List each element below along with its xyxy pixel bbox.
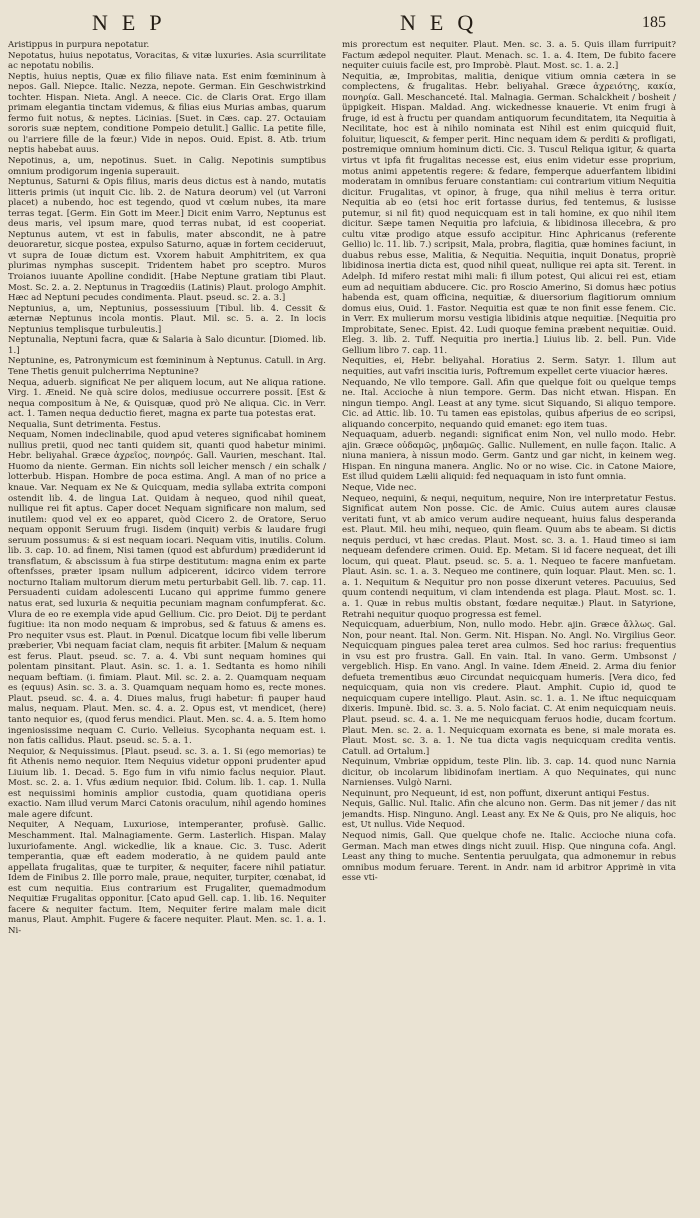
entry: Neptis, huius neptis, Quæ ex filio filiave nata. Est enim fœmininum à nepos. Gall. Niepce. Italic. Nezza, nepote. German. Ein Geschwistrkind tochter. Hispan. Nieta. Angl. A neece. Cic. de Claris Orat. Ergo illam primam elegantia tinctam videmus, & filias eius Murias ambas, quarum fermo fuit notus, & neptes. Licinias. [Suet. in Cæs. cap. 27. Octauiam sororis suæ neptem, conditione Pompeio detulit.] Gallic. La petite fille, ou l'arriere fille de la fœur.) Vide in nepos. Ouid. Epist. 8. Atb. trium neptis habebat auus. [8,71,326,156]
entry: Nequeo, nequini, & nequi, nequitum, nequire, Non ire interpretatur Festus. Significat autem Non posse. Cic. de Amic. Cuius autem aures clausæ veritati funt, vt ab amico verum audire nequeant, huius falus desperanda est. Plaut. Mil. heu mihi, nequeo, quin fleam. Quum abs te abeam. Si dictis nequis perduci, vt hæc credas. Plaut. Most. sc. 3. a. 1. Haud timeo si iam nequeam defendere crimen. Ouid. Ep. Metam. Si id facere nequeat, det illi locum, qui queat. Plaut. pseud. sc. 5. a. 1. Nequeo te facere manfuetam. Plaut. Asin. sc. 1. a. 3. Nequeo me continere, quin loquar. Plaut. Men. sc. 1. a. 1. Nequitum & Nequitur pro non posse dixerunt veteres. Pacuuius, Sed quum contendi nequitum, vi clam intendenda est plaga. Plaut. Most. sc. 1. a. 1. Quæ in rebus multis obstant, fœdare nequitæ.) Plaut. in Satyrione, Retrahi nequitur quoquo progressa est femel. [342,493,676,620]
right-running-head: NEQ [400,10,488,35]
entry: Nequinum, Vmbriæ oppidum, teste Plin. lib. 3. cap. 14. quod nunc Narnia dicitur, ob incolarum libidinofam inertiam. A quo Nequinates, qui nunc Narnienses. Vulgò Narni. [342,757,676,789]
entry: Nepotatus, huius nepotatus, Voracitas, & vitæ luxuries. Asia scurrilitate ac nepotatu nobilis. [8,50,326,72]
entry: Nepotinus, a, um, nepotinus. Suet. in Calig. Nepotinis sumptibus omnium prodigorum ingenia superauit. [8,156,326,177]
entry: Neptunalia, Neptuni facra, quæ & Salaria à Salo dicuntur. [Diomed. lib. 1.] [8,335,326,356]
entry: mis prorectum est nequiter. Plaut. Men. sc. 3. a. 5. Quis illam furripuit? Factum ædepol nequiter. Plaut. Menach. sc. 1. a. 4. Item, De fubito facere nequiter cuiuis facile est, pro Improbè. Plaut. Most. sc. 1. a. 2.] [342,40,676,72]
running-header [0,0,700,36]
right-column [342,40,676,1208]
entry: Nequis, Gallic. Nul. Italic. Afin che alcuno non. Germ. Das nit jemer / das nit jemandts. Hisp. Ninguno. Angl. Least any. Ex Ne & Quis, pro Ne aliquis, hoc est, Ut nullus. Vide Nequod. [342,799,676,831]
left-column [8,40,326,1208]
entry: Nequaquam, aduerb. negandi: significat enim Non, vel nullo modo. Hebr. ajin. Græce οὐδαμῶς, μηδαμῶς. Gallic. Nullement, en nulle façon. Italic. A niuna maniera, à nissun modo. Germ. Gantz und gar nicht, in keinem weg. Hispan. En ninguna manera. Anglic. No or no wise. Cic. in Catone Maiore, Est illud quidem Lælii aliquid: fed nequaquam in isto funt omnia. [342,430,676,483]
entry: Neptunius, a, um, Neptunius, possessiuum [Tibul. lib. 4. Cessit & æternæ Neptunus incola montis. Plaut. Mil. sc. 5. a. 2. In locis Neptunius templisque turbuleutis.] [8,303,326,335]
entry: Nequa, aduerb. significat Ne per aliquem locum, aut Ne aliqua ratione. Virg. 1. Æneid. Ne quà scire dolos, mediusue occurrere possit. [Est & nequa compositum à Ne, & Quisquæ, quod prò Ne aliqua. Cic. in Verr. act. 1. Tamen nequa deductio fieret, magna ex parte tua potestas erat. [8,377,326,420]
entry: Nequalia, Sunt detrimenta. Festus. [8,419,161,430]
entry: Nequior, & Nequissimus. [Plaut. pseud. sc. 3. a. 1. Si (ego memorias) te fit Athenis nemo nequior. Item Nequius videtur opponi prudenter apud Liuium lib. 1. Decad. 5. Ego fum in vifu nimio faclus nequior. Plaut. Most. sc. 2. a. 1. Vfus ædium nequior. Ibid. Colum. lib. 1. cap. 1. Nulla est nequissimi hominis amplior custodia, quam quotidiana operis exactio. Nam illud verum Marci Catonis oraculum, nihil agendo homines male agere difcunt. [8,746,326,820]
left-running-head: NEP [92,10,176,35]
entry: Nequities, ei, Hebr. beliyahal. Horatius 2. Serm. Satyr. 1. Illum aut nequities, aut vafri inscitia iuris, Poftremum expellet certe viuacior hæres. [342,356,676,377]
entry: Nequitia, æ, Improbitas, malitia, denique vitium omnia cætera in se complectens, & frugalitas. Hebr. beliyahal. Græce ἀχρειότης, κακία, πονηρία. Gall. Meschanceté. Ital. Malnagia. German. Schalckheit / bosheit / üppigkeit. Hispan. Maldad. Ang. wickednesse knauerie. Vt enim frugi à fruge, id est à fructu per quandam antiquorum fecunditatem, ita Nequitia à Necilitate, hoc est à nihilo nominata est Nihil est enim quicquid fluit, foluitur, liquescit, & femper perit. Hinc nequam idem & perditi & profligati, postremique omnium hominum dicti. Cic. 3. Tuscul Reliqua igitur, & quarta virtus vt ipfa fit frugalitas necesse est, eius enim videtur esse proprium, motus animi appetentis regere: & fedare, femperque aduerfantem libidini moderatam in omnibus feruare constantiam: cui contrarium vitium Nequitia dicitur. Frugalitas, vt opinor, à fruge, qua nihil melius è terra oritur. Nequitia ab eo (etsi hoc erit fortasse durius, fed tentemus, & lusisse putemur, si nil fit) quod nequicquam est in tali homine, ex quo nihil item dicitur. Sæpe tamen Nequitia pro lafciuia, & libidinosa illecebra, & pro cultu vitæ prodigo atque essufo accipitur. Hinc Aphricanus (referente Gellio) lc. 11. lib. 7.) scripsit, Mala, probra, flagitia, quæ homines faciunt, in duabus rebus esse, Malitia, & Nequitia. Nequitia, inquit Donatus, propriè libidinosa inertia dicta est, quod nihil queat, nullique rei apta sit. Terent. in Adelph. Id mifero restat mihi mali: fi illum potest, Qui alicui rei est, etiam eum ad nequitiam abducere. Cic. pro Roscio Amerino, Si domus hæc potius habenda est, quam officina, nequitiæ, & diuersorium flagitiorum omnium domus eius, Ouid. 1. Fastor. Nequitia est quæ te non finit esse fenem. Cic. in Verr. Ex mulierum morsu vestigia libidinis atque nequitiæ. [Nequitia pro Improbitate, Senec. Epist. 42. Ludi quoque femina præbent nequitiæ. Ouid. Eleg. 3. lib. 2. Tuff. Nequitia pro inertia.] Liuius lib. 2. bell. Pun. Vide Gellium libro 7. cap. 11. [342,71,676,356]
entry: Nequando, Ne vllo tempore. Gall. Afin que quelque foit ou quelque temps ne. Ital. Accioche à niun tempore. Germ. Das nicht etwan. Hispan. En ningun tiempo. Angl. Least at any tyme. sicut Siquando, Si aliquo tempore. Cic. ad Attic. lib. 10. Tu tamen eas epistolas, quibus afperius de eo scripsi, aliquando concerpito, nequando quid emanet: ego item tuas. [342,377,676,430]
entry: Nequod nimis, Gall. Que quelque chofe ne. Italic. Accioche niuna cofa. German. Mach man etwes dings nicht zuuil. Hisp. Que ninguna cofa. Angl. Least any thing to muche. Sententia peruulgata, qua admonemur in rebus omnibus modum feruare. Terent. in Andr. nam id arbitror Apprimè in vita esse vti- [342,831,676,884]
entry: Neptunus, Saturni & Opis filius, maris deus dictus est à nando, mutatis litteris primis (ut inquit Cic. lib. 2. de Natura deorum) vel (ut Varroni placet) a nubendo, hoc est tegendo, quod vt cœlum nubes, ita mare terras tegat. [Germ. Ein Gott im Meer.] Dicit enim Varro, Neptunus est deus maris, vel ipsum mare, quod terras nubat, id est cooperiat. Neptunus autem, vt est in fabulis, mater abscondit, ne à patre deuoraretur, sicque postea, expulso Saturno, aquæ in fortem cecideruut, vt supra de Iouæ dictum est. Vxorem habuit Amphitritem, ex qua plurimas nymphas suscepit. Tridentem habet pro sceptro. Muros Troianos iuuante Apolline condidit. [Habe Neptune gratiam tibi Plaut. Most. Sc. 2. a. 2. Neptunus in Tragœdiis (Latinis) Plaut. prologo Amphit. Hæc ad Neptuni pecudes condimenta. Plaut. pseud. sc. 2. a. 3.] [8,177,326,304]
entry: Nequicquam, aduerbium, Non, nullo modo. Hebr. ajin. Græce ἄλλως. Gal. Non, pour neant. Ital. Non. Germ. Nit. Hispan. No. Angl. No. Virgilius Geor. Nequicquam pingues palea teret area culmos. Sed hoc rarius: frequentius in vsu est pro frustra. Gall. En vain. Ital. In vano. Germ. Umbsonst / vergeblich. Hisp. En vano. Angl. In vaine. Idem Æneid. 2. Arma diu fenior defueta trementibus æuo Circundat nequicquam humeris. [Vera dico, fed nequicquam, quia non vis credere. Plaut. Amphit. Cupio id, quod te nequicquam cupere intelligo. Plaut. Asin. sc. 1. a. 1. Ne iftuc nequicquam dixeris. Impunè. Ibid. sc. 3. a. 5. Nolo faciat. C. At enim nequicquam neuis. Plaut. pseud. sc. 4. a. 1. Ne me nequicquam feruos hodie, ducam fcortum. Plaut. Men. sc. 2. a. 1. Nequicquam exornata es bene, si male morata es. Plaut. Most. sc. 3. a. 1. Ne tua dicta vagis nequicquam credita ventis. Catull. ad Ortalum.] [342,620,676,757]
entry: Neptunine, es, Patronymicum est fœmininum à Neptunus. Catull. in Arg. Tene Thetis genuit pulcherrima Neptunine? [8,356,326,377]
entry: Nequam, Nomen indeclinabile, quod apud veteres significabat hominem nullius pretii, quod nec tanti quidem sit, quanti quod habetur minimi. Hebr. beliyahal. Græce ἀχρεῖος, πονηρός. Gall. Vaurien, meschant. Ital. Huomo da niente. German. Ein nichts soll leicher mensch / ein schalk / lotterbub. Hispan. Hombre de poca estima. Angl. A man of no price a knaue. Var. Nequam ex Ne & Quicquam, media syllaba extrita componi ostendit lib. 4. de lingua Lat. Quidam à nequeo, quod nihil queat, nullique rei fit aptus. Caper docet Nequam significare non malum, sed inutilem: quod vel ex eo apparet, quòd Cicero 2. de Oratore, Seruo nequam opponit Seruum frugi. Iisdem (inquit) verbis & laudare frugi seruum possumus: & si est nequam iocari. Nequam vitis, inutilis. Colum. lib. 3. cap. 10. ad finem, Nisi tamen (quod est abfurdum) prædiderunt id transflatum, & abscissum à fua stirpe destitutum: magna enim ex parte oftenfsses, præter ipsam nullum adpicerent, idcirco videm terrore nocturno Italiam multorum dierum metu perturbabit Gell. lib. 7. cap. 11. Persuadenti cuidam adolescenti Lucano qui apprime fummo genere natus erat, sed luxuria & nequitia pecuniam magnam confumpferat. &c. Vlura de eo re exempla vide apud Gellium. Cic. pro Deiot. Dij te perdant fugitiue: ita non modo nequam & improbus, sed & fatuus & amens es. Pro nequiter vsus est. Plaut. in Pœnul. Dicatque locum fibi velle liberum præberier, Vbi nequam faciat clam, nequis fit arbiter. [Malum & nequam est ferus. Plaut. pseud. sc. 7. a. 4. Vbi sunt nequam homines qui polentam pinsitant. Plaut. Asin. sc. 1. a. 1. Sedtanta es homo nihili nequam beftiam. (i. fimiam. Plaut. Mil. sc. 2. a. 2. Quamquam nequam es (equus) Asin. sc. 3. a. 3. Quamquam nequam homo es, recte mones. Plaut. pseud. sc. 4. a. 4. Diues malus, frugi habetur: fi pauper haud malus, nequam. Plaut. Men. sc. 4. a. 2. Opus est, vt mendicet, (here) tanto nequior es, (quod ferus mendici. Plaut. Men. sc. 4. a. 5. Item homo ingeniosissime nequam C. Curio. Velleius. Sycophanta nequam est. i. non fatis callidus. Plaut. pseud. sc. 5. a. 1. [8,430,326,747]
entry: Nequinunt, pro Nequeunt, id est, non poffunt, dixerunt antiqui Festus. [342,788,650,799]
entry: Nequiter, A Nequam, Luxuriose, intemperanter, profusè. Gallic. Meschamment. Ital. Malnagiamente. Germ. Lasterlich. Hispan. Malay luxuriofamente. Angl. wickedlie, lik a knaue. Cic. 3. Tusc. Aderit temperantia, quæ eft eadem moderatio, à ne quidem pauld ante appellata frugalitas, quæ te turpiter, & nequiter, facere nihil patiatur. Idem de Finibus 2. Ille porro male, praue, nequiter, turpiter, cœnabat, id est cum nequitia. Eius contrarium est Frugaliter, quemadmodum Nequitiæ Frugalitas opponitur. [Cato apud Gell. cap. 1. lib. 16. Nequiter facere & nequiter factum. Item, Nequiter ferire malam male dicit manus, Plaut. Amphit. Fugere & facere nequiter. Plaut. Men. sc. 1. a. 1. Ni- [8,820,326,936]
entry: Aristippus in purpura nepotatur. [8,40,150,50]
page-number: 185 [642,14,666,31]
entry: Neque, Vide nec. [342,482,417,493]
